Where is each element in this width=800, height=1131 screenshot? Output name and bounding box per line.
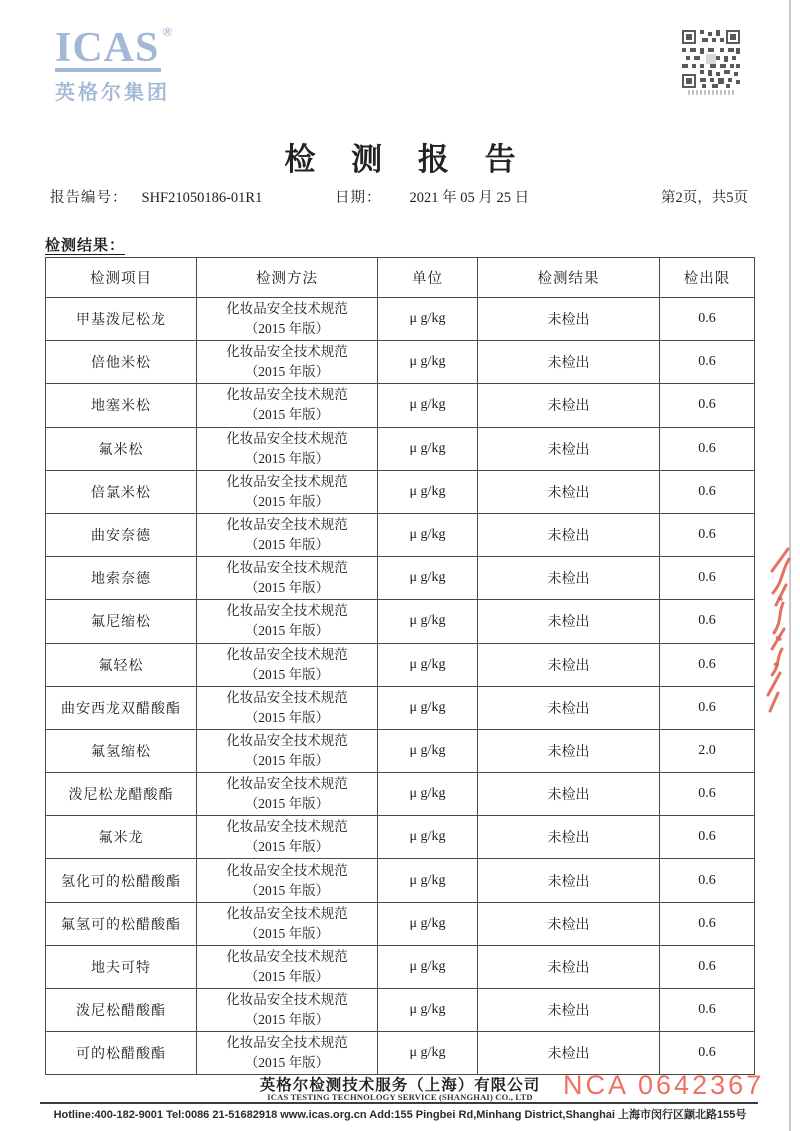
- cell-test-item: 氟米龙: [46, 816, 197, 859]
- footer-contact-line: Hotline:400-182-9001 Tel:0086 21-51682918 www.icas.org.cn Add:155 Pingbei Rd,Minhang District,Shanghai 上海市闵行区颛北路155号: [53, 1109, 747, 1121]
- cell-test-item: 氟米松: [46, 427, 197, 470]
- cell-detection-limit: 0.6: [660, 513, 755, 556]
- cell-test-result: 未检出: [478, 298, 660, 341]
- cell-unit: μ g/kg: [378, 557, 478, 600]
- cell-detection-limit: 0.6: [660, 600, 755, 643]
- cell-test-result: 未检出: [478, 902, 660, 945]
- method-line-2: （2015 年版）: [244, 1055, 330, 1071]
- cell-unit: μ g/kg: [378, 513, 478, 556]
- table-row: [46, 470, 755, 513]
- cell-unit: μ g/kg: [378, 341, 478, 384]
- qr-code-icon: [682, 30, 740, 95]
- table-row: [46, 989, 755, 1032]
- table-row: [46, 557, 755, 600]
- method-line-1: 化妆品安全技术规范: [226, 776, 348, 792]
- table-row: [46, 686, 755, 729]
- cell-test-method: [197, 989, 378, 1032]
- cell-test-result: 未检出: [478, 557, 660, 600]
- cell-test-result: 未检出: [478, 341, 660, 384]
- cell-test-method: [197, 427, 378, 470]
- cell-unit: μ g/kg: [378, 1032, 478, 1075]
- method-line-1: 化妆品安全技术规范: [226, 948, 348, 964]
- cell-unit: μ g/kg: [378, 816, 478, 859]
- cell-test-item: 曲安西龙双醋酸酯: [46, 686, 197, 729]
- cell-detection-limit: 0.6: [660, 686, 755, 729]
- method-line-1: 化妆品安全技术规范: [226, 732, 348, 748]
- registered-mark-icon: ®: [162, 24, 173, 39]
- method-line-1: 化妆品安全技术规范: [226, 905, 348, 921]
- qr-caption-text: [688, 90, 734, 95]
- cell-test-result: 未检出: [478, 816, 660, 859]
- method-line-2: （2015 年版）: [244, 882, 330, 898]
- cell-test-result: 未检出: [478, 945, 660, 988]
- col-header-test-item: 检测项目: [46, 258, 197, 298]
- cell-test-method: [197, 902, 378, 945]
- method-line-1: 化妆品安全技术规范: [226, 430, 348, 446]
- method-line-1: 化妆品安全技术规范: [226, 862, 348, 878]
- cell-test-item: 曲安奈德: [46, 513, 197, 556]
- cell-test-result: 未检出: [478, 989, 660, 1032]
- method-line-2: （2015 年版）: [244, 407, 330, 423]
- cell-unit: μ g/kg: [378, 773, 478, 816]
- cell-detection-limit: 0.6: [660, 773, 755, 816]
- method-line-2: （2015 年版）: [244, 364, 330, 380]
- report-date: [335, 186, 529, 207]
- cell-test-method: [197, 470, 378, 513]
- col-header-unit: 单位: [378, 258, 478, 298]
- cell-test-method: [197, 513, 378, 556]
- cell-test-item: 氟轻松: [46, 643, 197, 686]
- method-line-2: （2015 年版）: [244, 580, 330, 596]
- cell-test-result: 未检出: [478, 686, 660, 729]
- cell-test-item: 泼尼松醋酸酯: [46, 989, 197, 1032]
- method-line-2: （2015 年版）: [244, 493, 330, 509]
- table-row: [46, 341, 755, 384]
- method-line-2: （2015 年版）: [244, 925, 330, 941]
- cell-test-method: [197, 1032, 378, 1075]
- table-row: [46, 384, 755, 427]
- cell-test-method: [197, 643, 378, 686]
- cell-test-result: 未检出: [478, 1032, 660, 1075]
- method-line-1: 化妆品安全技术规范: [226, 603, 348, 619]
- method-line-1: 化妆品安全技术规范: [226, 646, 348, 662]
- cell-test-result: 未检出: [478, 470, 660, 513]
- method-line-1: 化妆品安全技术规范: [226, 689, 348, 705]
- cell-test-item: 氟尼缩松: [46, 600, 197, 643]
- cell-detection-limit: 0.6: [660, 859, 755, 902]
- cell-detection-limit: 0.6: [660, 1032, 755, 1075]
- cell-detection-limit: 0.6: [660, 384, 755, 427]
- table-row: [46, 859, 755, 902]
- cell-detection-limit: 0.6: [660, 643, 755, 686]
- report-number-value: SHF21050186-01R1: [141, 190, 263, 206]
- cell-test-method: [197, 557, 378, 600]
- col-header-test-method: 检测方法: [197, 258, 378, 298]
- table-row: [46, 643, 755, 686]
- table-row: [46, 773, 755, 816]
- method-line-1: 化妆品安全技术规范: [226, 387, 348, 403]
- cell-test-item: 甲基泼尼松龙: [46, 298, 197, 341]
- certificate-number-stamp: NCA 0642367: [563, 1070, 765, 1100]
- cell-test-method: [197, 859, 378, 902]
- cell-detection-limit: 2.0: [660, 729, 755, 772]
- method-line-1: 化妆品安全技术规范: [226, 517, 348, 533]
- cell-detection-limit: 0.6: [660, 470, 755, 513]
- cell-detection-limit: 0.6: [660, 902, 755, 945]
- method-line-2: （2015 年版）: [244, 752, 330, 768]
- table-row: [46, 427, 755, 470]
- col-header-detection-limit: 检出限: [660, 258, 755, 298]
- cell-test-item: 地塞米松: [46, 384, 197, 427]
- method-line-2: （2015 年版）: [244, 796, 330, 812]
- footer-company-name-en: ICAS TESTING TECHNOLOGY SERVICE (SHANGHAI) CO., LTD: [267, 1092, 533, 1102]
- section-label-results: 检测结果：: [45, 238, 126, 254]
- method-line-1: 化妆品安全技术规范: [226, 473, 348, 489]
- cell-unit: μ g/kg: [378, 989, 478, 1032]
- table-row: [46, 902, 755, 945]
- cell-unit: μ g/kg: [378, 600, 478, 643]
- cell-unit: μ g/kg: [378, 686, 478, 729]
- results-table: [45, 257, 755, 1075]
- cell-test-method: [197, 384, 378, 427]
- cell-test-item: 地索奈德: [46, 557, 197, 600]
- cell-test-item: 地夫可特: [46, 945, 197, 988]
- cell-test-item: 氟氢缩松: [46, 729, 197, 772]
- cell-test-item: 可的松醋酸酯: [46, 1032, 197, 1075]
- cell-test-result: 未检出: [478, 729, 660, 772]
- table-row: [46, 729, 755, 772]
- red-seal-fragment-icon: [758, 545, 798, 715]
- icas-logo: [55, 24, 173, 105]
- method-line-1: 化妆品安全技术规范: [226, 1035, 348, 1051]
- cell-unit: μ g/kg: [378, 729, 478, 772]
- report-date-label: 日期：: [335, 190, 382, 206]
- cell-unit: μ g/kg: [378, 384, 478, 427]
- method-line-1: 化妆品安全技术规范: [226, 344, 348, 360]
- method-line-2: （2015 年版）: [244, 623, 330, 639]
- table-row: [46, 298, 755, 341]
- table-row: [46, 945, 755, 988]
- cell-detection-limit: 0.6: [660, 298, 755, 341]
- method-line-1: 化妆品安全技术规范: [226, 301, 348, 317]
- icas-logo-wordmark: ICAS: [55, 25, 160, 71]
- report-date-value: 2021 年 05 月 25 日: [409, 190, 530, 206]
- cell-detection-limit: 0.6: [660, 427, 755, 470]
- method-line-2: （2015 年版）: [244, 321, 330, 337]
- cell-test-method: [197, 298, 378, 341]
- page-title: 检 测 报 告: [284, 142, 530, 177]
- cell-test-method: [197, 600, 378, 643]
- table-row: [46, 600, 755, 643]
- table-row: [46, 513, 755, 556]
- cell-test-item: 氟氢可的松醋酸酯: [46, 902, 197, 945]
- method-line-2: （2015 年版）: [244, 1012, 330, 1028]
- footer-company-name: 英格尔检测技术服务（上海）有限公司: [259, 1077, 541, 1094]
- col-header-test-result: 检测结果: [478, 258, 660, 298]
- method-line-2: （2015 年版）: [244, 537, 330, 553]
- cell-detection-limit: 0.6: [660, 945, 755, 988]
- report-number-label: 报告编号：: [50, 190, 128, 206]
- cell-test-result: 未检出: [478, 513, 660, 556]
- cell-test-result: 未检出: [478, 859, 660, 902]
- cell-unit: μ g/kg: [378, 470, 478, 513]
- cell-test-method: [197, 729, 378, 772]
- method-line-1: 化妆品安全技术规范: [226, 992, 348, 1008]
- cell-test-method: [197, 816, 378, 859]
- page-indicator: 第2页，共5页: [661, 190, 748, 206]
- cell-test-method: [197, 686, 378, 729]
- cell-test-item: 氢化可的松醋酸酯: [46, 859, 197, 902]
- cell-test-method: [197, 341, 378, 384]
- cell-test-result: 未检出: [478, 600, 660, 643]
- cell-detection-limit: 0.6: [660, 557, 755, 600]
- cell-detection-limit: 0.6: [660, 989, 755, 1032]
- method-line-1: 化妆品安全技术规范: [226, 819, 348, 835]
- icas-logo-subtitle: 英格尔集团: [55, 82, 170, 104]
- cell-unit: μ g/kg: [378, 902, 478, 945]
- method-line-2: （2015 年版）: [244, 839, 330, 855]
- cell-test-result: 未检出: [478, 427, 660, 470]
- method-line-2: （2015 年版）: [244, 968, 330, 984]
- table-row: [46, 816, 755, 859]
- method-line-2: （2015 年版）: [244, 709, 330, 725]
- method-line-1: 化妆品安全技术规范: [226, 560, 348, 576]
- cell-unit: μ g/kg: [378, 945, 478, 988]
- cell-test-result: 未检出: [478, 773, 660, 816]
- cell-unit: μ g/kg: [378, 298, 478, 341]
- cell-test-result: 未检出: [478, 643, 660, 686]
- report-number: [50, 186, 262, 207]
- cell-test-method: [197, 945, 378, 988]
- cell-detection-limit: 0.6: [660, 816, 755, 859]
- cell-detection-limit: 0.6: [660, 341, 755, 384]
- method-line-2: （2015 年版）: [244, 666, 330, 682]
- cell-test-item: 倍他米松: [46, 341, 197, 384]
- footer-divider: [40, 1102, 758, 1104]
- cell-unit: μ g/kg: [378, 859, 478, 902]
- cell-test-result: 未检出: [478, 384, 660, 427]
- table-header-row: [46, 258, 755, 298]
- cell-test-item: 倍氯米松: [46, 470, 197, 513]
- cell-test-item: 泼尼松龙醋酸酯: [46, 773, 197, 816]
- cell-test-method: [197, 773, 378, 816]
- cell-unit: μ g/kg: [378, 643, 478, 686]
- cell-unit: μ g/kg: [378, 427, 478, 470]
- method-line-2: （2015 年版）: [244, 450, 330, 466]
- table-row: [46, 1032, 755, 1075]
